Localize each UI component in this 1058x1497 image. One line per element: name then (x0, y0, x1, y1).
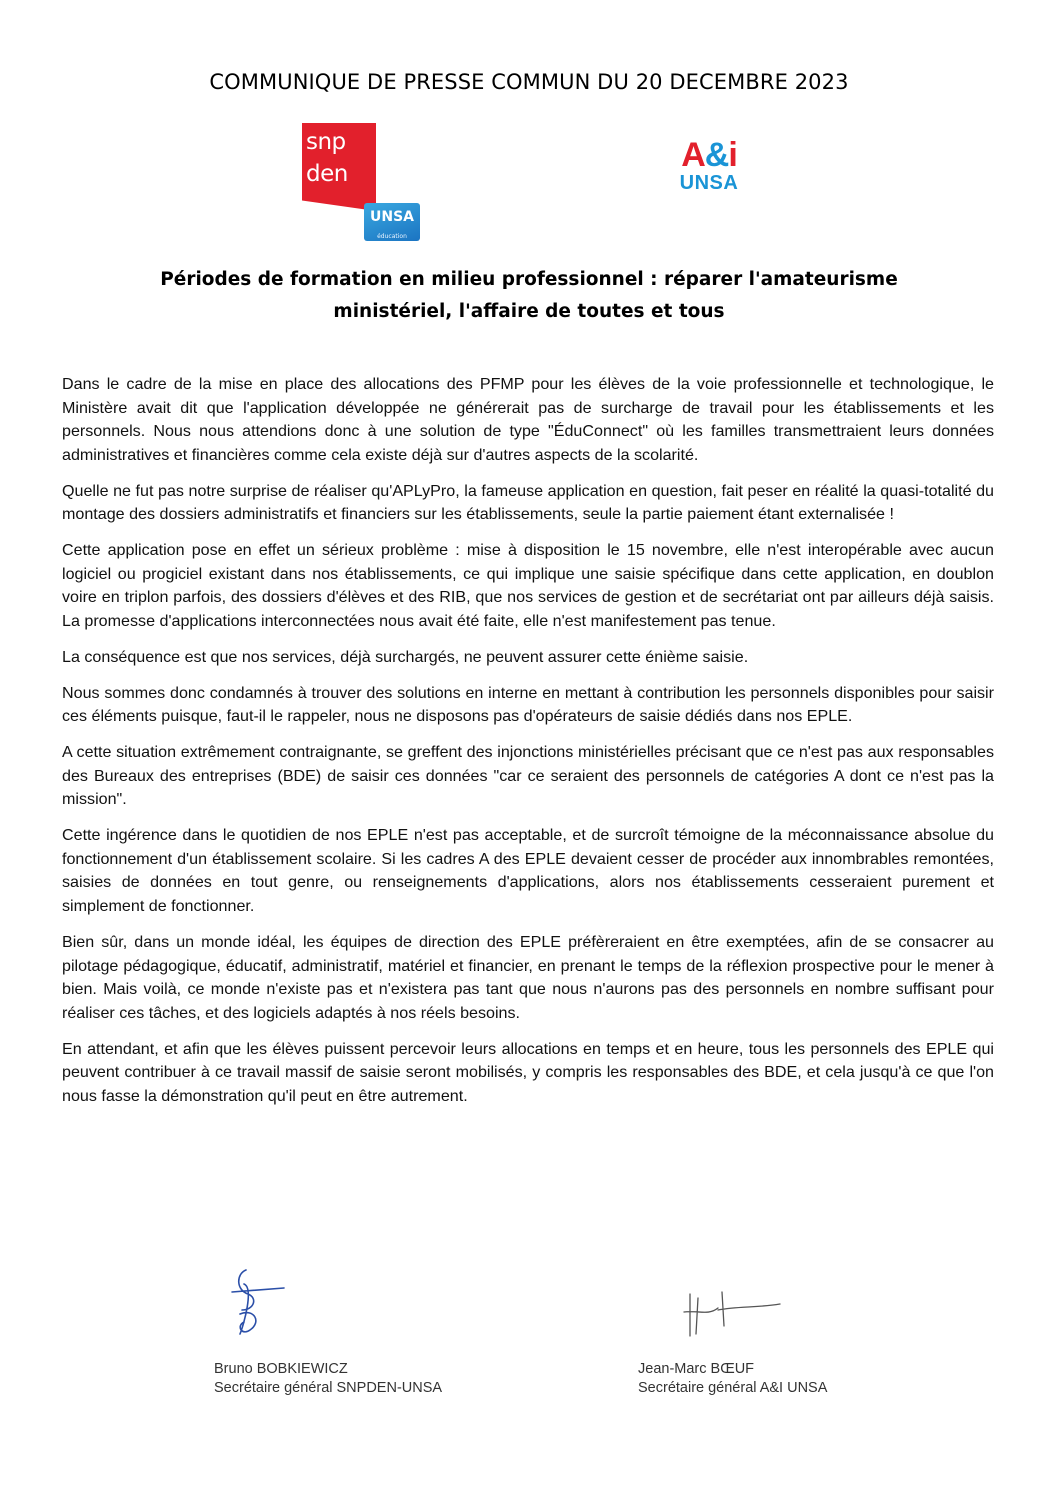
ai-logo-i: i (728, 136, 737, 174)
body-paragraph: Dans le cadre de la mise en place des allocations des PFMP pour les élèves de la voie professionnelle et technologique, le Ministère avait dit que l'application développée ne générerait pas de surcharge de travail pour les établissements et les personnels. Nous nous attendions donc à une solution de type "ÉduConnect" où les familles transmettraient leurs données administratives et financières comme cela existe déjà sur d'autres aspects de la scolarité. (62, 375, 994, 464)
snpden-logo-snp-text: snp (306, 129, 346, 155)
snpden-logo-den-text: den (306, 161, 348, 187)
snpden-unsa-logo (302, 123, 424, 243)
signatory-role-right: Secrétaire général A&I UNSA (638, 1380, 828, 1396)
body-paragraph: La conséquence est que nos services, déjà surchargés, ne peuvent assurer cette énième saisie. (62, 647, 749, 666)
subtitle-line-2: ministériel, l'affaire de toutes et tous (333, 301, 725, 322)
signatory-name-right: Jean-Marc BŒUF (638, 1361, 755, 1377)
press-release-header: COMMUNIQUE DE PRESSE COMMUN DU 20 DECEMBRE 2023 (209, 70, 849, 94)
body-paragraph: Bien sûr, dans un monde idéal, les équipes de direction des EPLE préfèreraient en être exemptées, afin de se consacrer au pilotage pédagogique, éducatif, administratif, matériel et financier, en prenant le temps de la réflexion prospective pour le mener à bien. Mais voilà, ce monde n'existe pas et n'existera pas tant que nous n'aurons pas des personnels en nombre suffisant pour réaliser ces tâches, et des logiciels adaptés à nos réels besoins. (62, 932, 994, 1022)
body-paragraph: A cette situation extrêmement contraignante, se greffent des injonctions ministérielles précisant que ce n'est pas aux responsables des Bureaux des entreprises (BDE) de saisir ces données "car ce seraient des personnels de catégories A dont ce n'est pas la mission". (62, 743, 994, 809)
unsa-education-badge (364, 203, 420, 241)
body-paragraph: Nous sommes donc condamnés à trouver des solutions en interne en mettant à contribution les personnels disponibles pour saisir ces éléments puisque, faut-il le rappeler, nous ne disposons pas d'opérateurs de saisie dédiés dans nos EPLE. (62, 683, 994, 726)
ai-unsa-logo-mark (664, 138, 754, 172)
signatory-name-left: Bruno BOBKIEWICZ (214, 1361, 348, 1377)
press-release-subtitle (100, 264, 958, 328)
signatory-role-left: Secrétaire général SNPDEN-UNSA (214, 1380, 443, 1396)
body-paragraph: Quelle ne fut pas notre surprise de réaliser qu'APLyPro, la fameuse application en question, fait peser en réalité la quasi-totalité du montage des dossiers administratifs et financiers sur les établissements, seule la partie paiement étant externalisée ! (62, 481, 994, 524)
ai-logo-unsa-text: UNSA (679, 172, 739, 194)
body-paragraph: Cette ingérence dans le quotidien de nos EPLE n'est pas acceptable, et de surcroît témoigne de la méconnaissance absolue du fonctionnement d'un établissement scolaire. Si les cadres A des EPLE devaient cesser de procéder aux innombrables remontées, saisies de données en tout genre, ou renseignements d'applications, alors nos établissements cesseraient purement et simplement de fonctionner. (62, 826, 994, 916)
press-release-body (62, 373, 994, 1121)
ai-logo-a: A (681, 136, 705, 174)
subtitle-line-1: Périodes de formation en milieu professionnel : réparer l'amateurisme (160, 269, 898, 290)
body-paragraph: En attendant, et afin que les élèves puissent percevoir leurs allocations en temps et en heure, tous les personnels des EPLE qui peuvent contribuer à ce travail massif de saisie seront mobilisés, y compris les responsables des BDE, et cela jusqu'à ce que l'on nous fasse la démonstration qu'il peut en être autrement. (62, 1039, 994, 1105)
ai-unsa-logo (664, 138, 754, 204)
signature-block-left (214, 1264, 474, 1398)
handwritten-signature-right (638, 1264, 798, 1360)
ai-logo-ampersand: & (704, 136, 729, 174)
handwritten-signature-left (214, 1264, 334, 1360)
unsa-badge-subtext: éducation (377, 233, 407, 240)
body-paragraph: Cette application pose en effet un sérieux problème : mise à disposition le 15 novembre, elle n'est interopérable avec aucun logiciel ou progiciel existant dans nos établissements, ce qui implique une saisie spécifique dans cette application, en doublon voire en triplon parfois, des dossiers d'élèves et des RIB, que nos services de gestion et de secrétariat ont par ailleurs déjà saisis. La promesse d'applications interconnectées nous avait été faite, elle n'est manifestement pas tenue. (62, 541, 994, 630)
signature-block-right (638, 1264, 898, 1398)
unsa-badge-text: UNSA (369, 209, 414, 225)
